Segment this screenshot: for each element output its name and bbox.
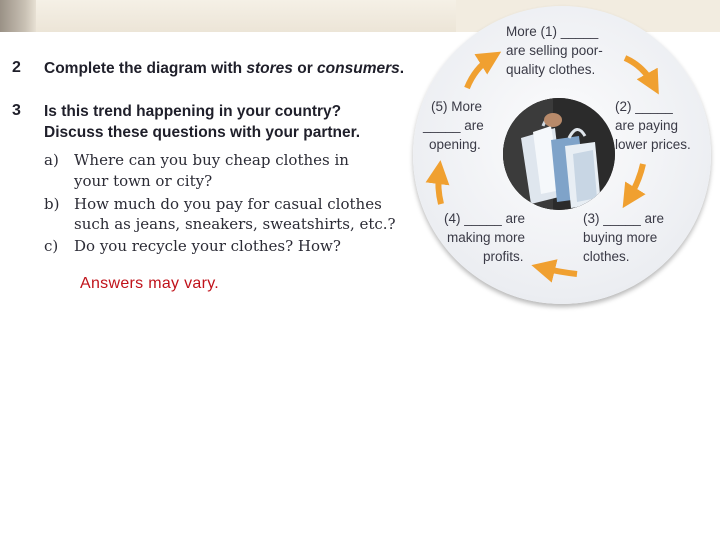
- item-b-letter: b): [44, 195, 60, 213]
- diagram-box-4-line-1: (4) _____ are: [444, 211, 526, 226]
- diagram-box-3-line-3: clothes.: [583, 249, 630, 264]
- diagram-box-1-line-1: More (1) _____: [506, 24, 599, 39]
- arrow-1-to-2-icon: [625, 58, 653, 84]
- item-c-line-1: Do you recycle your clothes? How?: [74, 237, 341, 255]
- diagram-box-2-line-3: lower prices.: [615, 137, 691, 152]
- diagram-box-3-line-1: (3) _____ are: [583, 211, 665, 226]
- diagram-box-2-line-1: (2) _____: [615, 99, 673, 114]
- page-edge-shadow: [0, 0, 36, 32]
- question-3-line-1: Is this trend happening in your country?: [44, 103, 342, 120]
- item-b-line-1: How much do you pay for casual clothes: [74, 195, 382, 213]
- arrow-3-to-4-icon: [543, 268, 577, 274]
- diagram-box-5-line-3: opening.: [429, 137, 481, 152]
- arrow-4-to-5-icon: [438, 172, 441, 204]
- question-3-line-2: Discuss these questions with your partner.: [44, 124, 361, 141]
- item-c-letter: c): [44, 237, 59, 255]
- cycle-arrows: [407, 2, 717, 310]
- diagram-box-4-line-3: profits.: [483, 249, 524, 264]
- item-a-line-1: Where can you buy cheap clothes in: [74, 151, 349, 169]
- item-b-line-2: such as jeans, sneakers, sweatshirts, etc.?: [74, 215, 396, 233]
- question-2-number: 2: [12, 59, 21, 76]
- arrow-5-to-1-icon: [467, 58, 491, 88]
- item-a-line-2: your town or city?: [74, 172, 213, 190]
- question-3-number: 3: [12, 102, 21, 119]
- item-a-letter: a): [44, 151, 59, 169]
- diagram-box-3-line-2: buying more: [583, 230, 658, 245]
- answer-note: Answers may vary.: [80, 275, 220, 292]
- diagram-box-5-line-2: _____ are: [423, 118, 484, 133]
- diagram-box-5-line-1: (5) More: [431, 99, 483, 114]
- diagram-box-4-line-2: making more: [447, 230, 526, 245]
- arrow-2-to-3-icon: [629, 164, 643, 198]
- cycle-diagram: [407, 2, 717, 310]
- diagram-box-2-line-2: are paying: [615, 118, 679, 133]
- diagram-box-1-line-2: are selling poor-: [506, 43, 603, 58]
- diagram-box-1-line-3: quality clothes.: [506, 62, 596, 77]
- page-top-shade: [36, 0, 456, 32]
- question-2-text: Complete the diagram with stores or consumers.: [44, 60, 405, 77]
